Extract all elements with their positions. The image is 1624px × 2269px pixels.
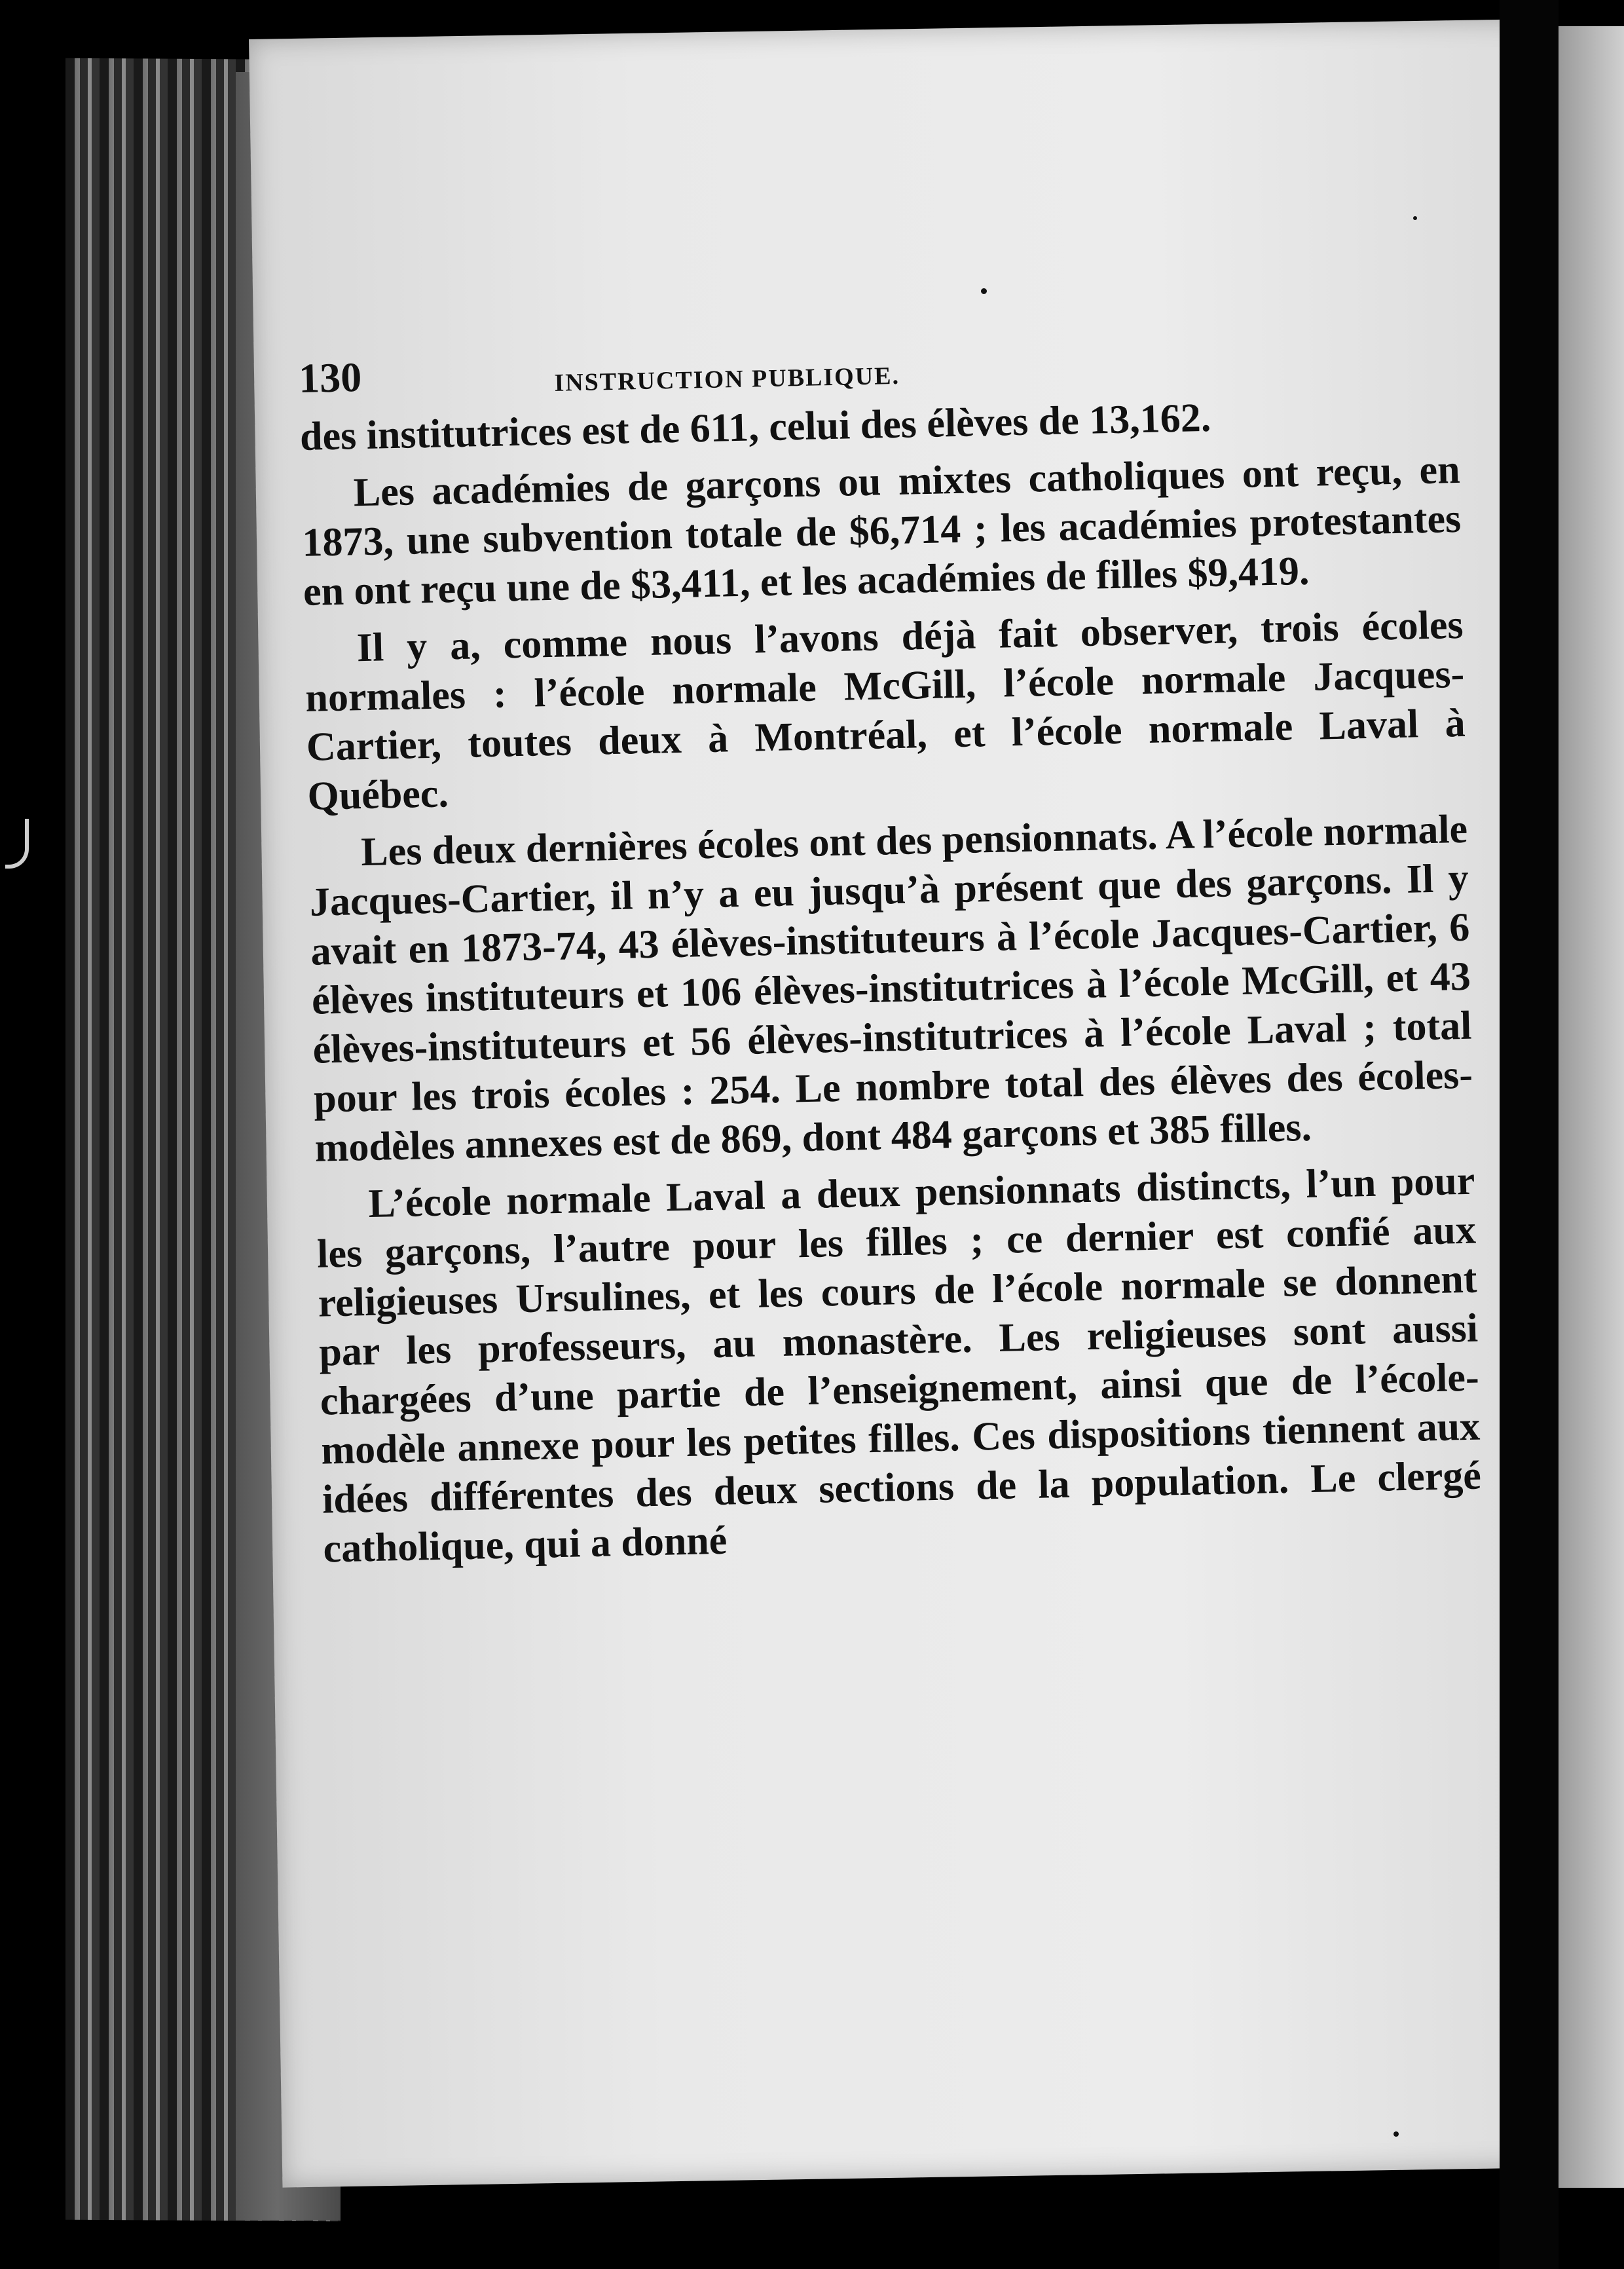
paragraph-laval: L’école normale Laval a deux pensionnats distincts, l’un pour les garçons, l’autre pour les filles ; ce dernier est confié aux religieuses Ursulines, et les cours de l’école normale se donnent par les professeurs, au monastère. Les religieuses sont aussi chargées d’une partie de l’enseignement, ainsi que de l’école-modèle annexe pour les petites filles. Ces dispositions tiennent aux idées différentes des deux sections de la population. Le clergé catholique, qui a donné — [316, 1158, 1482, 1571]
page-number: 130 — [298, 353, 362, 402]
ink-speck — [981, 288, 987, 294]
paragraph-continued: des institutrices est de 611, celui des élèves de 13,162. — [299, 395, 1211, 459]
paragraph-normal-schools: Il y a, comme nous l’avons déjà fait observer, trois écoles normales : l’école normale McGill, l’école normale Jacques-Cartier, toutes deux à Montréal, et l’école normale Laval à Québec. — [304, 602, 1466, 819]
book-gutter — [1500, 0, 1559, 2269]
ink-speck — [1413, 216, 1417, 220]
facing-page-edge — [1559, 26, 1624, 2188]
paragraph-boarding-schools: Les deux dernières écoles ont des pensionnats. A l’école normale Jacques-Cartier, il n’y a eu jusqu’à présent que des garçons. Il y avait en 1873-74, 43 élèves-instituteurs à l’école Jacques-Cartier, 6 élèves instituteurs et 106 élèves-institutrices à l’école McGill, et 43 élèves-instituteurs et 56 élèves-institutrices à l’école Laval ; total pour les trois écoles : 254. Le nombre total des élèves des écoles-modèles annexes est de 869, dont 484 garçons et 385 filles. — [309, 806, 1473, 1171]
running-title: INSTRUCTION PUBLIQUE. — [554, 362, 900, 397]
margin-mark — [5, 819, 29, 869]
ink-speck — [1393, 2131, 1399, 2137]
page-text — [298, 316, 1483, 1582]
paragraph-academies: Les académies de garçons ou mixtes catholiques ont reçu, en 1873, une subvention totale de $6,714 ; les académies protestantes en ont reçu une de $3,411, et les académies de filles $9,419. — [301, 447, 1462, 614]
